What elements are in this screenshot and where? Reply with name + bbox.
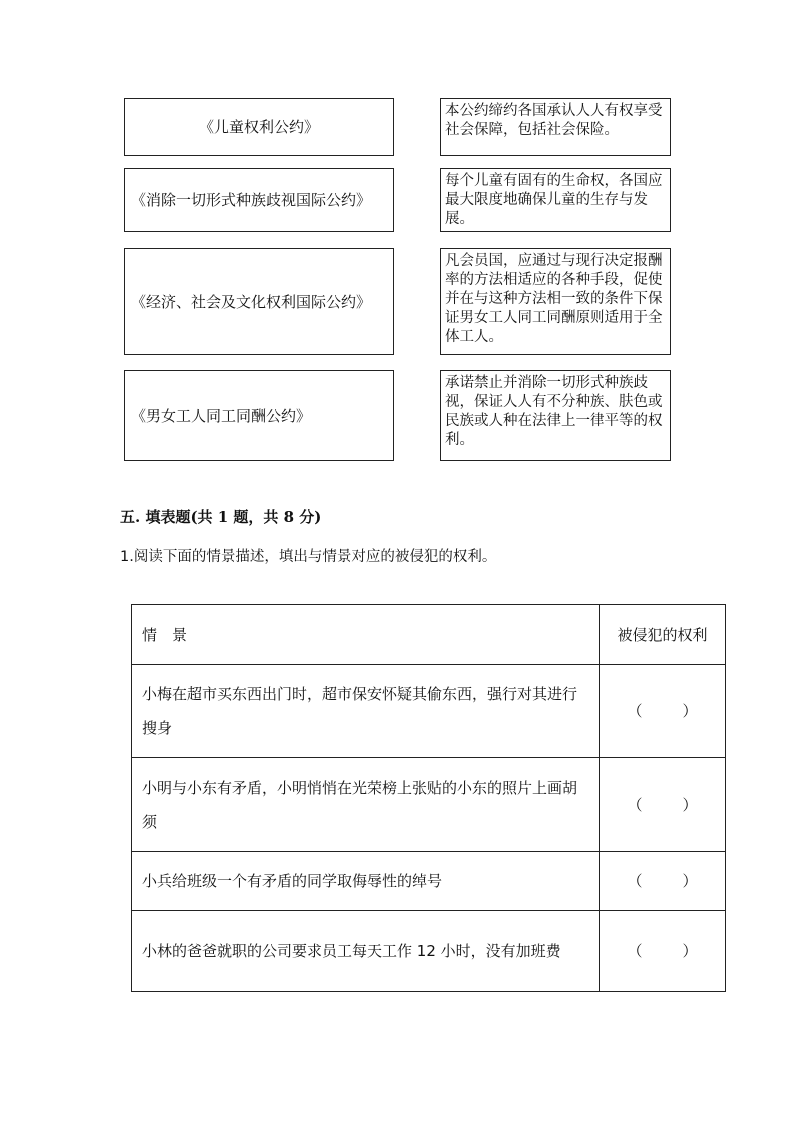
answer-cell[interactable]: （ ） [600,758,726,852]
fill-table [131,604,726,992]
description-text: 承诺禁止并消除一切形式种族歧视，保证人人有不分种族、肤色或民族或人种在法律上一律平等的权利。 [445,375,663,448]
description-text: 本公约缔约各国承认人人有权享受社会保障，包括社会保险。 [445,103,663,138]
description-text: 每个儿童有固有的生命权，各国应最大限度地确保儿童的生存与发展。 [445,173,663,227]
convention-label: 《消除一切形式种族歧视国际公约》 [131,191,372,209]
table-row [132,911,726,992]
convention-label: 《经济、社会及文化权利国际公约》 [131,292,372,311]
table-header-row [132,605,726,665]
table-row [132,665,726,758]
convention-box-2 [124,168,394,232]
answer-cell[interactable]: （ ） [600,852,726,911]
table-row [132,758,726,852]
description-box-4 [440,370,671,461]
scene-cell: 小林的爸爸就职的公司要求员工每天工作 12 小时，没有加班费 [132,911,600,992]
scene-cell: 小兵给班级一个有矛盾的同学取侮辱性的绰号 [132,852,600,911]
header-right: 被侵犯的权利 [600,605,726,665]
question-text: 1.阅读下面的情景描述，填出与情景对应的被侵犯的权利。 [120,549,497,565]
table-row [132,852,726,911]
header-scene: 情 景 [132,605,600,665]
convention-box-4 [124,370,394,461]
description-box-3 [440,248,671,355]
section-title: 五. 填表题(共 1 题，共 8 分) [120,508,322,526]
description-text: 凡会员国，应通过与现行决定报酬率的方法相适应的各种手段，促使并在与这种方法相一致的条件下保证男女工人同工同酬原则适用于全体工人。 [445,253,663,345]
answer-cell[interactable]: （ ） [600,665,726,758]
convention-label: 《儿童权利公约》 [198,118,319,136]
scene-cell: 小梅在超市买东西出门时，超市保安怀疑其偷东西，强行对其进行搜身 [132,665,600,758]
description-box-2 [440,168,671,232]
convention-box-1 [124,98,394,156]
answer-cell[interactable]: （ ） [600,911,726,992]
description-box-1 [440,98,671,156]
scene-cell: 小明与小东有矛盾，小明悄悄在光荣榜上张贴的小东的照片上画胡须 [132,758,600,852]
convention-box-3 [124,248,394,355]
convention-label: 《男女工人同工同酬公约》 [131,406,312,425]
